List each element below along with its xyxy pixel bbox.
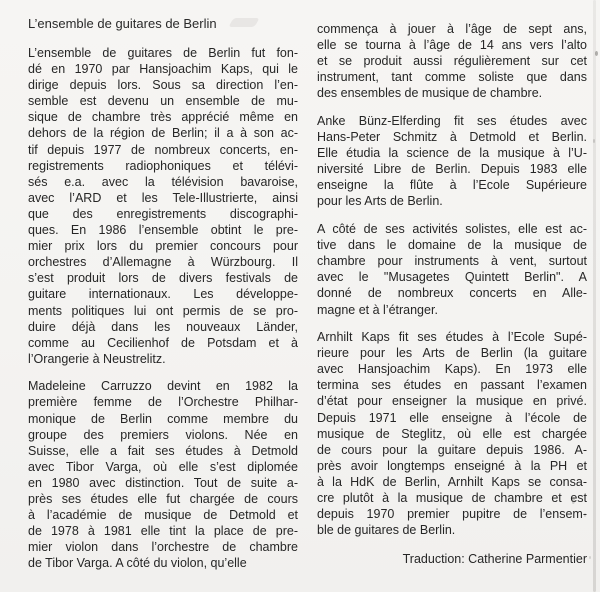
text-line: musique de Steglitz, où elle est chargée <box>317 426 587 441</box>
scan-speck <box>595 51 598 56</box>
paragraph-carruzzo-continued <box>317 21 587 101</box>
text-line: et se produit aussi régulièrement sur cet <box>317 54 587 69</box>
text-line: A côté de ses activités solistes, elle est ac- <box>317 222 587 237</box>
text-line: Hans-Peter Schmitz à Detmold et Berlin. <box>317 130 587 145</box>
paragraph-ensemble-history <box>28 45 298 367</box>
text-line: Elle étudia la science de la musique à l’U- <box>317 146 587 161</box>
text-line: d’état pour enseigner la musique en privé. <box>317 394 587 409</box>
text-line: Madeleine Carruzzo devint en 1982 la <box>28 379 298 394</box>
text-line: depuis 1970 premier pupitre de l’ensem- <box>317 507 587 522</box>
text-line: duire déjà dans les nouveaux Länder, <box>28 319 298 334</box>
text-line: tive dans le domaine de la musique de <box>317 238 587 253</box>
text-line: chambre pour instruments à vent, surtout <box>317 254 587 269</box>
text-line: s’est produit lors de divers festivals de <box>28 271 298 286</box>
text-line: Depuis 1971 elle enseigne à l’école de <box>317 410 587 425</box>
text-line: commença à jouer à l’âge de sept ans, <box>317 22 587 36</box>
text-line: cre plutôt à la musique de chambre et est <box>317 491 587 506</box>
text-line: termina ses études en passant l’examen <box>317 378 587 393</box>
text-line: niversité Libre de Berlin. Depuis 1983 elle <box>317 162 587 177</box>
text-line: à l’académie de musique de Detmold et <box>28 508 298 523</box>
text-line: donné de nombreux concerts en Alle- <box>317 286 587 301</box>
text-line: avec l’ARD et les Tele-Illustrierte, ainsi <box>28 190 298 205</box>
text-line: sique de chambre très apprécié même en <box>28 110 298 125</box>
text-line: que des enregistrements discographi- <box>28 206 298 221</box>
text-line: en 1980 avec distinction. Tout de suite a- <box>28 475 298 490</box>
text-line: Suisse, elle a fait ses études à Detmold <box>28 443 298 458</box>
text-line: avec Hansjoachim Kaps). En 1973 elle <box>317 362 587 377</box>
text-line: mier prix lors du premier concours pour <box>28 239 298 254</box>
paragraph-arnhilt-kaps <box>317 329 587 538</box>
text-line: semble est devenu un ensemble de mu- <box>28 94 298 109</box>
text-line: Arnhilt Kaps fit ses études à l’Ecole Supé- <box>317 330 587 345</box>
text-line: dirige depuis lors. Sous sa direction l’en- <box>28 78 298 93</box>
text-line: des ensembles de musique de chambre. <box>317 86 543 101</box>
text-line: première femme de l’Orchestre Philhar- <box>28 395 298 410</box>
paragraph-soloist-activities <box>317 221 587 318</box>
text-line: L’ensemble de guitares de Berlin fut fon- <box>28 46 298 60</box>
text-line: registrements radiophoniques et télévi- <box>28 158 298 173</box>
text-line: à la HdK de Berlin, Arnhilt Kaps se consa- <box>317 474 587 489</box>
right-column <box>317 21 587 567</box>
text-line: tif depuis 1977 de nombreux concerts, en- <box>28 142 298 157</box>
text-line: monique de Berlin comme membre du <box>28 411 298 426</box>
text-line: guitare internationaux. Les développe- <box>28 287 298 302</box>
text-line: avec le "Musagetes Quintett Berlin". A <box>317 270 587 285</box>
text-line: groupe des premiers violons. Née en <box>28 427 298 442</box>
translation-credit: Traduction: Catherine Parmentier <box>402 552 587 567</box>
text-line: avec Tibor Varga, où elle s’est diplomée <box>28 459 298 474</box>
text-line: près avoir longtemps enseigné à la PH et <box>317 458 587 473</box>
text-line: ques. En 1986 l’ensemble obtint le pre- <box>28 223 298 238</box>
text-line: comme au Cecilienhof de Potsdam et à <box>28 335 298 350</box>
left-column <box>28 14 298 572</box>
text-line: ble de guitares de Berlin. <box>317 523 456 538</box>
text-line: enseigne la flûte à l’Ecole Supérieure <box>317 178 587 193</box>
text-line: ments politiques lui ont permis de se pro- <box>28 303 298 318</box>
text-line: elle se tourna à l’âge de 14 ans vers l’alto <box>317 38 587 53</box>
text-line: de Tibor Varga. A côté du violon, qu’elle <box>28 556 247 571</box>
text-line: près ses études elle fut chargée de cours <box>28 492 298 507</box>
scan-speck <box>584 513 586 517</box>
paragraph-madeleine-carruzzo <box>28 378 298 571</box>
text-line: de 1978 à 1981 elle tint la place de pre- <box>28 524 298 539</box>
page-title: L’ensemble de guitares de Berlin <box>28 16 217 31</box>
text-line: magne et à l’étranger. <box>317 302 438 317</box>
text-line: dé en 1970 par Hansjoachim Kaps, qui le <box>28 62 298 77</box>
text-line: instrument, tant comme soliste que dans <box>317 70 587 85</box>
paragraph-anke-bunz-elferding <box>317 113 587 210</box>
text-line: sés e.a. avec la télévision bavaroise, <box>28 174 298 189</box>
scan-speck <box>589 556 591 559</box>
text-line: mier violon dans l’orchestre de chambre <box>28 540 298 555</box>
text-line: Anke Bünz-Elferding fit ses études avec <box>317 113 587 128</box>
scan-speck <box>593 139 595 143</box>
text-line: l’Orangerie à Neustrelitz. <box>28 351 166 366</box>
scan-edge-shadow <box>593 0 596 592</box>
text-line: de cours pour la guitare depuis 1986. A- <box>317 442 587 457</box>
text-line: rieure pour les Arts de Berlin (la guitare <box>317 346 587 361</box>
text-line: orchestres d’Allemagne à Würzbourg. Il <box>28 255 298 270</box>
text-line: dehors de la région de Berlin; il a à son ac- <box>28 126 298 141</box>
scan-speck <box>572 497 575 504</box>
text-line: pour les Arts de Berlin. <box>317 194 443 209</box>
